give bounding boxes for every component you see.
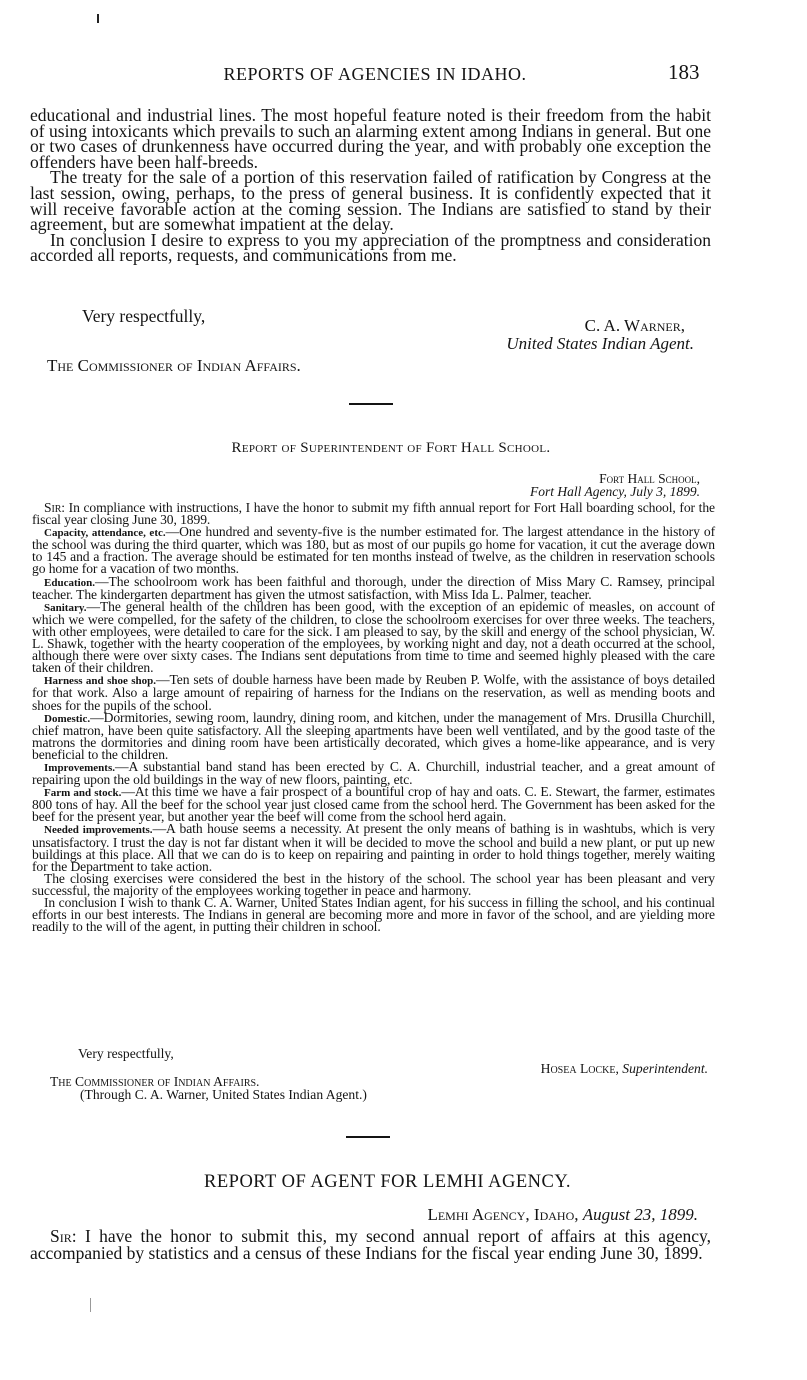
lemhi-report-body — [30, 1228, 711, 1262]
section-heading: Education. — [44, 576, 96, 589]
section-text: —Ten sets of double harness have been made by Reuben P. Wolfe, with the assistance of boys detailed for that work. Also a large amount of repairing of harness for the Indians on the reservation, as well as mending boots and shoes for the pupils of the school. — [32, 672, 715, 713]
warner-report-body — [30, 105, 711, 266]
dateline — [300, 1205, 698, 1225]
signer-title: Superintendent. — [622, 1061, 708, 1076]
signer-name: Hosea Locke, — [540, 1061, 619, 1076]
dateline-place: Lemhi Agency, Idaho, — [427, 1205, 579, 1224]
section-heading: Harness and shoe shop. — [44, 675, 157, 688]
section-heading: Improvements. — [44, 761, 115, 774]
section-heading: Needed improvements. — [44, 824, 153, 837]
signer-name: C. A. Warner, — [584, 316, 685, 335]
dateline-date: August 23, 1899. — [582, 1205, 698, 1224]
report-title: REPORT OF AGENT FOR LEMHI AGENCY. — [204, 1172, 571, 1192]
section-text: —Dormitories, sewing room, laundry, dining room, and kitchen, under the management of Mrs. Drusilla Churchill, chief matron, have been quite satisfactory. All the sleeping apartments have been well ventilated, and by the good taste of the matrons the dormitories and dining room have been artistically decorated, which gives a home-like appearance, and is very beneficial to the children. — [32, 709, 715, 762]
section-heading: Domestic. — [44, 712, 91, 725]
section-text: —One hundred and seventy-five is the number estimated for. The largest attendance in the history of the school was during the third quarter, which was 180, but as most of our pupils go home for vacation, it cut the average down to 145 and a fraction. The average should be estimated for ten months instead of twelve, as the children in reservation schools go home for a vacation of two months. — [32, 524, 715, 577]
salutation: Sir: — [44, 500, 65, 515]
section-divider — [346, 1136, 390, 1138]
signer-title: United States Indian Agent. — [506, 334, 694, 353]
report-title: Report of Superintendent of Fort Hall School. — [231, 440, 551, 456]
section-text: —The general health of the children has been good, with the exception of an epidemic of measles, on account of which we were compelled, for the safety of the children, to close the schoolroom exercises for over three weeks. The teachers, with other employees, were detailed to care for the sick. I am pleased to say, by the skill and energy of the school physician, W. L. Shawk, together with the hearty cooperation of the employees, by working night and day, not a death occurred at the school, although there were over sixty cases. The Indians sent deputations from time to time and seemed highly pleased with the care taken of their children. — [32, 598, 715, 676]
section-text: —A substantial band stand has been erected by C. A. Churchill, industrial teacher, and a great amount of repairing upon the old buildings in the way of new floors, painting, etc. — [32, 758, 715, 788]
closing-phrase: Very respectfully, — [82, 306, 206, 326]
fort-hall-report-body — [32, 502, 715, 933]
dateline-place: Fort Hall School, — [599, 471, 700, 486]
section-heading: Farm and stock. — [44, 787, 122, 800]
page-number: 183 — [668, 60, 700, 84]
paragraph: In compliance with instructions, I have the honor to submit my fifth annual report for Fort Hall boarding school, for the fiscal year closing June 30, 1899. — [32, 500, 715, 528]
closing-phrase: Very respectfully, — [78, 1046, 174, 1061]
paragraph: I have the honor to submit this, my second annual report of affairs at this agency, accompanied by statistics and a census of these Indians for the fiscal year ending June 30, 1899. — [30, 1226, 711, 1263]
addressee: The Commissioner of Indian Affairs. — [50, 1074, 260, 1089]
section-text: —At this time we have a fair prospect of a bountiful crop of hay and oats. C. E. Stewart, the farmer, estimates 800 tons of hay. All the beef for the school year just closed came from the school herd. The Government has been asked for the beef for the present year, but another year the beef will come from the school herd again. — [32, 784, 715, 825]
running-head: REPORTS OF AGENCIES IN IDAHO. — [223, 64, 527, 84]
section-text: —The schoolroom work has been faithful and thorough, under the direction of Miss Mary C. Ramsey, principal teacher. The kindergarten department has given the utmost satisfaction, with Miss Ida L. Palmer, teacher. — [32, 573, 715, 602]
stray-mark — [90, 1298, 91, 1312]
paragraph: The closing exercises were considered the best in the history of the school. The school year has been pleasant and very successful, the majority of the employees working together in peace and harmony. — [32, 870, 715, 898]
section-heading: Capacity, attendance, etc. — [44, 527, 166, 540]
paragraph: In conclusion I desire to express to you my appreciation of the promptness and consideration accorded all reports, requests, and communications from me. — [30, 229, 711, 266]
section-divider — [349, 403, 393, 405]
through-line: (Through C. A. Warner, United States Indian Agent.) — [80, 1087, 367, 1102]
paragraph: educational and industrial lines. The most hopeful feature noted is their freedom from the habit of using intoxicants which prevails to such an alarming extent among Indians in general. But one or two cases of drunkenness have occurred during the year, and with probably one exception the offenders have been half-breeds. — [30, 105, 711, 172]
salutation: Sir: — [50, 1226, 77, 1246]
section-text: —A bath house seems a necessity. At present the only means of bathing is in washtubs, which is very unsatisfactory. I trust the day is not far distant when it will be decided to move the school and build a new plant, or put up new buildings at this place. All that we can do is to keep on repairing and painting in order to hold things together, merely waiting for the Department to take action. — [32, 821, 715, 874]
dateline-date: Fort Hall Agency, July 3, 1899. — [530, 484, 700, 499]
section-heading: Sanitary. — [44, 601, 87, 614]
signature-line — [440, 1061, 708, 1077]
paragraph: The treaty for the sale of a portion of this reservation failed of ratification by Congress at the last session, owing, perhaps, to the press of general business. It is confidently expected that it will receive favorable action at the coming session. The Indians are satisfied to stand by their agreement, but are somewhat impatient at the delay. — [30, 167, 711, 235]
paragraph: In conclusion I wish to thank C. A. Warner, United States Indian agent, for his success in filling the school, and his continual efforts in our best interests. The Indians in general are becoming more and more in favor of the school, and are yielding more readily to the will of the agent, in putting their children in school. — [32, 895, 715, 935]
stray-mark — [97, 14, 99, 23]
addressee: The Commissioner of Indian Affairs. — [47, 356, 301, 375]
